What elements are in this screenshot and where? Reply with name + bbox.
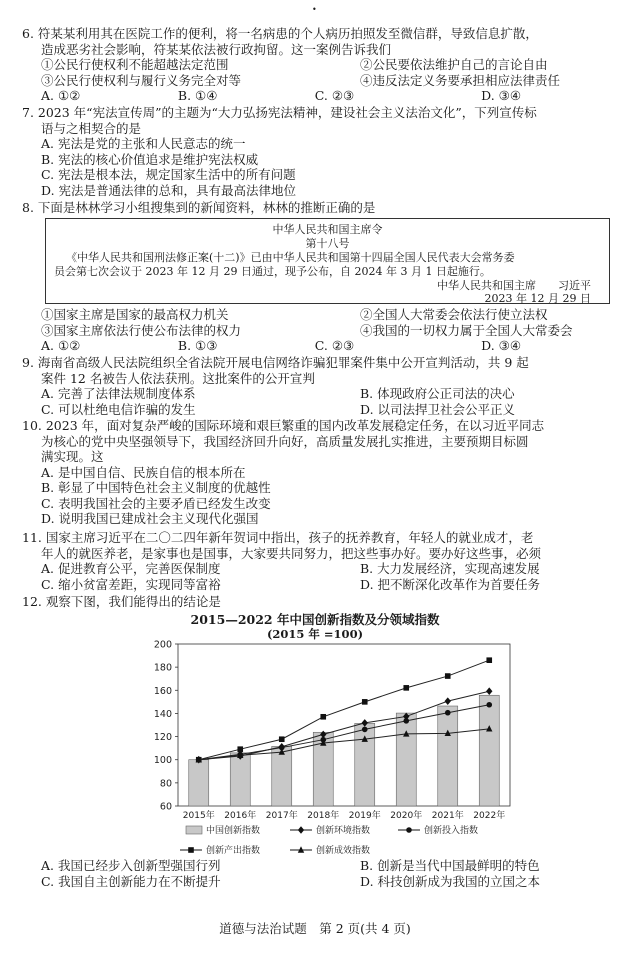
q11-stem-line2: 年人的就医养老，是家事也是国事，大家要共同努力，把这些事办好。要办好这些事，必须 — [41, 545, 542, 561]
legend-label: 创新投入指数 — [424, 826, 479, 836]
point-square — [403, 685, 409, 691]
page-footer: 道德与法治试题 第 2 页(共 4 页) — [219, 921, 411, 936]
innovation-index-chart — [140, 638, 520, 860]
x-tick-label: 2021年 — [431, 811, 464, 821]
q6-statement-1: ①公民行使权利不能超越法定范围 — [41, 57, 229, 72]
q12-option-a[interactable]: A. 我国已经步入创新型强国行列 — [41, 858, 221, 873]
q8-option-d[interactable]: D. ③④ — [481, 338, 522, 353]
question-11 — [22, 530, 618, 592]
q10-stem-line1: 10. 2023 年，面对复杂严峻的国际环境和艰巨繁重的国内改革发展稳定任务，在以习近平同志 — [22, 418, 545, 433]
q12-option-c[interactable]: C. 我国自主创新能力在不断提升 — [41, 873, 221, 889]
question-10 — [22, 418, 618, 527]
q9-option-b[interactable]: B. 体现政府公正司法的决心 — [360, 386, 515, 401]
y-tick-label: 100 — [153, 755, 172, 767]
point-square — [237, 746, 243, 752]
q6-statement-2: ②公民要依法维护自己的言论自由 — [360, 57, 548, 72]
point-square — [362, 699, 368, 705]
q9-stem-line1: 9. 海南省高级人民法院组织全省法院开展电信网络诈骗犯罪案件集中公开宣判活动，共 9 起 — [22, 355, 529, 370]
q6-option-a[interactable]: A. ①② — [41, 88, 81, 103]
legend-label: 创新环境指数 — [316, 826, 371, 836]
x-tick-label: 2018年 — [307, 811, 340, 821]
legend-label: 创新成效指数 — [316, 846, 371, 856]
y-tick-label: 140 — [153, 708, 172, 720]
y-tick-label: 120 — [153, 732, 172, 744]
q9-option-a[interactable]: A. 完善了法律法规制度体系 — [41, 386, 196, 401]
notice-date: 2023 年 12 月 29 日 — [484, 292, 591, 305]
bar-innovation-index — [189, 760, 209, 806]
q11-stem-line1: 11. 国家主席习近平在二〇二四年新年贺词中指出，孩子的抚养教育，年轻人的就业成才，老 — [22, 530, 534, 545]
q6-statement-4: ④违反法定义务要承担相应法律责任 — [360, 72, 561, 88]
q6-option-c[interactable]: C. ②③ — [314, 88, 355, 103]
question-12 — [22, 594, 618, 610]
q10-option-c[interactable]: C. 表明我国社会的主要矛盾已经发生改变 — [41, 495, 271, 511]
plot-frame — [178, 644, 510, 806]
binding-mark: • — [312, 5, 317, 14]
q8-option-c[interactable]: C. ②③ — [314, 338, 355, 353]
x-tick-label: 2017年 — [265, 811, 298, 821]
point-circle — [486, 702, 492, 708]
q8-option-b[interactable]: B. ①③ — [177, 338, 218, 353]
legend-label: 创新产出指数 — [206, 846, 261, 856]
q9-stem-line2: 案件 12 名被告人依法获刑。这批案件的公开宣判 — [41, 370, 315, 386]
bar-innovation-index — [230, 753, 250, 806]
x-tick-label: 2020年 — [390, 811, 423, 821]
notice-body-line1: 《中华人民共和国刑法修正案(十二)》已由中华人民共和国第十四届全国人民代表大会常务委 — [66, 251, 515, 264]
point-circle — [362, 727, 368, 733]
question-6 — [22, 26, 618, 104]
notice-signature: 中华人民共和国主席 习近平 — [437, 279, 591, 292]
q10-option-d[interactable]: D. 说明我国已建成社会主义现代化强国 — [41, 511, 259, 526]
q8-statement-2: ②全国人大常委会依法行使立法权 — [360, 307, 548, 322]
x-tick-label: 2016年 — [224, 811, 257, 821]
chart-legend — [180, 824, 478, 856]
legend-marker-diamond — [298, 826, 304, 834]
q6-stem-line2: 造成恶劣社会影响，符某某依法被行政拘留。这一案例告诉我们 — [41, 41, 392, 57]
question-8-options — [22, 307, 618, 354]
point-diamond — [445, 697, 451, 705]
legend-marker-square — [188, 847, 194, 853]
notice-body-line2: 员会第七次会议于 2023 年 12 月 29 日通过，现予公布，自 2024 年 3 月 1 日起施行。 — [54, 265, 491, 278]
q10-option-b[interactable]: B. 彰显了中国特色社会主义制度的优越性 — [41, 480, 271, 495]
y-tick-label: 180 — [153, 662, 172, 674]
q10-option-a[interactable]: A. 是中国自信、民族自信的根本所在 — [41, 464, 246, 480]
bar-innovation-index — [272, 746, 292, 806]
notice-title: 中华人民共和国主席令 — [272, 223, 383, 236]
question-7 — [22, 105, 618, 198]
q11-option-c[interactable]: C. 缩小贫富差距，实现同等富裕 — [41, 576, 221, 592]
q7-option-d[interactable]: D. 宪法是普通法律的总和，具有最高法律地位 — [41, 182, 297, 198]
point-diamond — [486, 687, 492, 695]
point-circle — [445, 710, 451, 716]
point-square — [445, 673, 451, 679]
q8-statement-1: ①国家主席是国家的最高权力机关 — [41, 307, 229, 322]
q8-statement-4: ④我国的一切权力属于全国人大常委会 — [360, 322, 573, 338]
q7-option-b[interactable]: B. 宪法的核心价值追求是维护宪法权威 — [41, 151, 259, 167]
point-square — [320, 714, 326, 720]
y-tick-label: 160 — [153, 685, 172, 697]
legend-label: 中国创新指数 — [206, 826, 261, 836]
bar-innovation-index — [396, 713, 416, 806]
y-tick-label: 60 — [159, 801, 172, 813]
point-square — [279, 736, 285, 742]
q12-option-d[interactable]: D. 科技创新成为我国的立国之本 — [360, 873, 541, 889]
q6-statement-3: ③公民行使权利与履行义务完全对等 — [41, 72, 242, 88]
q6-option-d[interactable]: D. ③④ — [481, 88, 522, 103]
q7-option-c[interactable]: C. 宪法是根本法，规定国家生活中的所有问题 — [41, 167, 296, 182]
q8-option-a[interactable]: A. ①② — [41, 338, 81, 353]
notice-number: 第十八号 — [305, 237, 350, 250]
q9-option-d[interactable]: D. 以司法捍卫社会公平正义 — [360, 401, 516, 417]
q7-option-a[interactable]: A. 宪法是党的主张和人民意志的统一 — [41, 136, 246, 151]
bar-innovation-index — [438, 706, 458, 806]
chart-subtitle: (2015 年 =100) — [266, 627, 364, 641]
q10-stem-line3: 满实现。这 — [41, 449, 104, 464]
y-tick-label: 200 — [153, 639, 172, 651]
q6-option-b[interactable]: B. ①④ — [177, 88, 218, 103]
q8-stem: 8. 下面是林林学习小组搜集到的新闻资料，林林的推断正确的是 — [22, 200, 376, 215]
chart-title: 2015—2022 年中国创新指数及分领域指数 — [190, 612, 440, 627]
q11-option-b[interactable]: B. 大力发展经济，实现高速发展 — [360, 561, 540, 576]
q6-stem-line1: 6. 符某某利用其在医院工作的便利，将一名病患的个人病历拍照发至微信群，导致信息扩散， — [22, 26, 538, 41]
q12-stem: 12. 观察下图，我们能得出的结论是 — [22, 594, 221, 609]
y-tick-label: 80 — [159, 778, 172, 790]
q11-option-a[interactable]: A. 促进教育公平，完善医保制度 — [41, 561, 221, 576]
legend-swatch-bar — [186, 826, 202, 834]
q7-stem-line2: 语与之相契合的是 — [41, 120, 142, 136]
point-square — [486, 657, 492, 663]
q12-option-b[interactable]: B. 创新是当代中国最鲜明的特色 — [360, 858, 540, 873]
q11-option-d[interactable]: D. 把不断深化改革作为首要任务 — [360, 576, 541, 592]
q10-stem-line2: 为核心的党中央坚强领导下，我国经济回升向好，高质量发展扎实推进，主要预期目标圆 — [41, 433, 529, 449]
presidential-order-box — [45, 218, 610, 304]
question-12-options — [22, 858, 618, 889]
x-tick-label: 2019年 — [348, 811, 381, 821]
q9-option-c[interactable]: C. 可以杜绝电信诈骗的发生 — [41, 401, 196, 417]
x-tick-label: 2022年 — [473, 811, 506, 821]
question-9 — [22, 355, 618, 417]
bar-innovation-index — [479, 695, 499, 806]
x-tick-label: 2015年 — [182, 811, 215, 821]
legend-marker-circle — [406, 827, 412, 833]
question-8 — [22, 200, 618, 216]
q8-statement-3: ③国家主席依法行使公布法律的权力 — [41, 322, 242, 338]
point-circle — [403, 718, 409, 724]
q7-stem-line1: 7. 2023 年“宪法宣传周”的主题为“大力弘扬宪法精神，建设社会主义法治文化”，下列宣传标 — [22, 105, 537, 120]
